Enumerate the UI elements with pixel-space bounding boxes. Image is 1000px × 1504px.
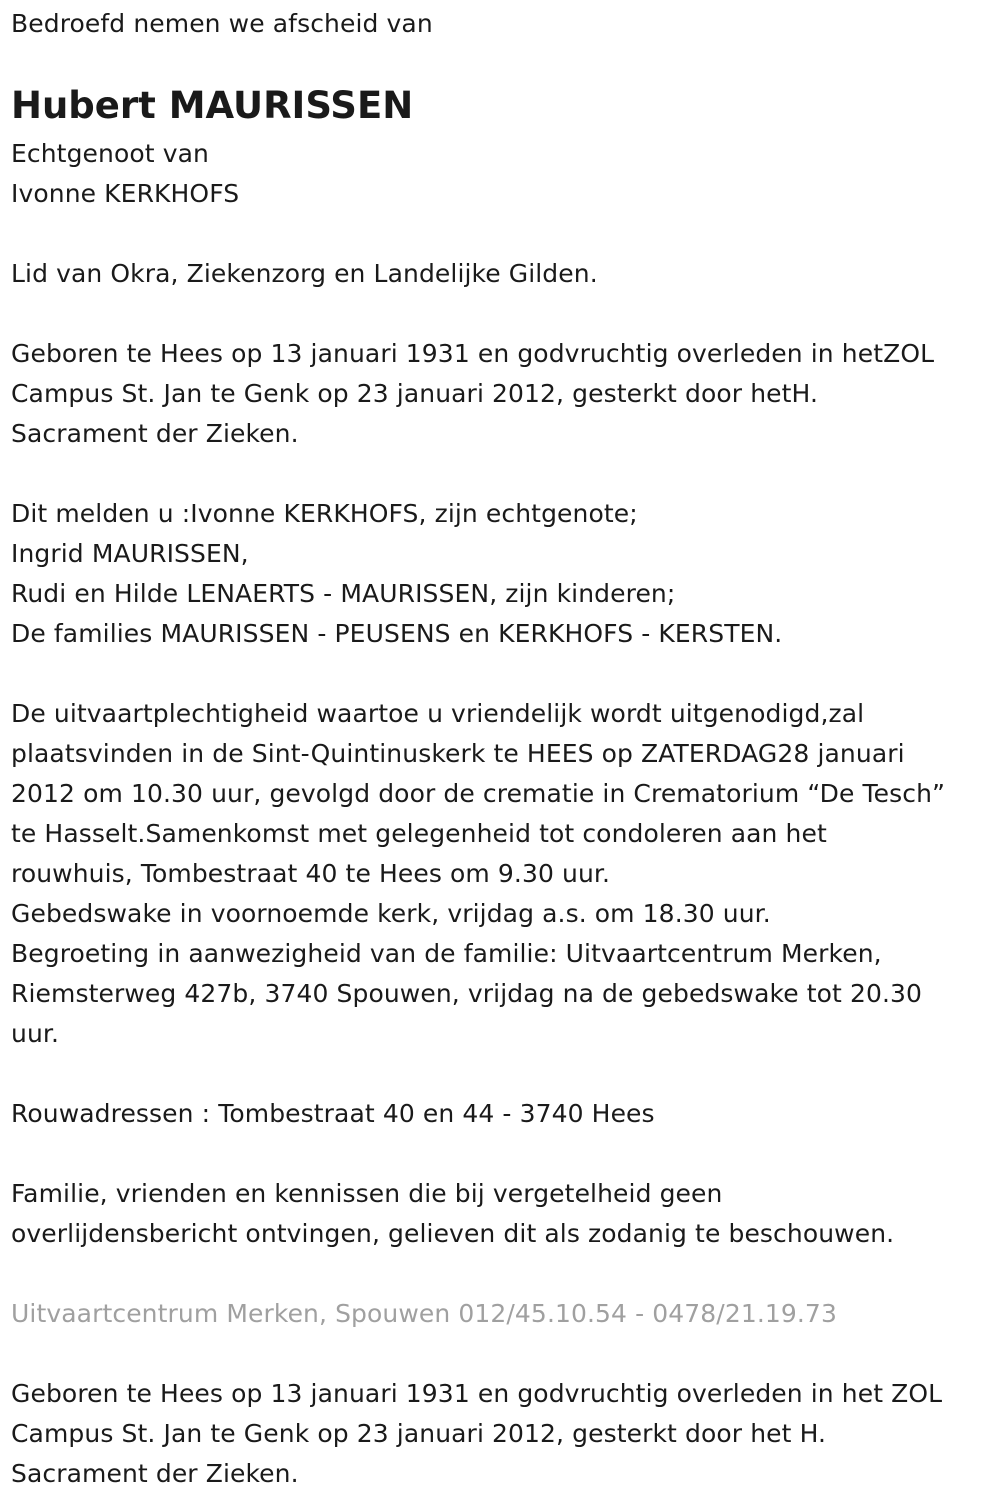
mourning-address: Rouwadressen : Tombestraat 40 en 44 - 3740 Hees: [11, 1099, 655, 1128]
spacer: [11, 454, 996, 494]
paragraph-line: Riemsterweg 427b, 3740 Spouwen, vrijdag na de gebedswake tot 20.30: [11, 979, 923, 1008]
spacer: [11, 1134, 996, 1174]
paragraph-line: overlijdensbericht ontvingen, gelieven dit als zodanig te beschouwen.: [11, 1219, 895, 1248]
spacer: [11, 654, 996, 694]
paragraph-line: Sacrament der Zieken.: [11, 1459, 299, 1488]
spacer: [11, 294, 996, 334]
spacer: [11, 1254, 996, 1294]
undertaker-contact: Uitvaartcentrum Merken, Spouwen 012/45.10.54 - 0478/21.19.73: [11, 1299, 837, 1328]
spacer: [11, 1054, 996, 1094]
paragraph-line: plaatsvinden in de Sint-Quintinuskerk te HEES op ZATERDAG28 januari: [11, 739, 905, 768]
notice-paragraph: [11, 1174, 996, 1254]
deceased-name: Hubert MAURISSEN: [11, 84, 414, 127]
paragraph-line: Ingrid MAURISSEN,: [11, 539, 249, 568]
spouse-name: Ivonne KERKHOFS: [11, 179, 240, 208]
spacer: [11, 1334, 996, 1374]
paragraph-line: Rudi en Hilde LENAERTS - MAURISSEN, zijn kinderen;: [11, 579, 676, 608]
intro-text: Bedroefd nemen we afscheid van: [11, 9, 433, 38]
spouse-label: Echtgenoot van: [11, 139, 209, 168]
paragraph-line: Begroeting in aanwezigheid van de familie: Uitvaartcentrum Merken,: [11, 939, 882, 968]
announcers-paragraph: [11, 494, 996, 654]
paragraph-line: Sacrament der Zieken.: [11, 419, 299, 448]
obituary-notice: [11, 4, 996, 1494]
birth-death-repeat-paragraph: [11, 1374, 996, 1494]
paragraph-line: De families MAURISSEN - PEUSENS en KERKHOFS - KERSTEN.: [11, 619, 783, 648]
paragraph-line: Campus St. Jan te Genk op 23 januari 2012, gesterkt door hetH.: [11, 379, 819, 408]
paragraph-line: 2012 om 10.30 uur, gevolgd door de crematie in Crematorium “De Tesch”: [11, 779, 946, 808]
funeral-paragraph: [11, 694, 996, 1054]
birth-death-paragraph: [11, 334, 996, 454]
paragraph-line: te Hasselt.Samenkomst met gelegenheid tot condoleren aan het: [11, 819, 827, 848]
paragraph-line: rouwhuis, Tombestraat 40 te Hees om 9.30 uur.: [11, 859, 611, 888]
paragraph-line: Geboren te Hees op 13 januari 1931 en godvruchtig overleden in hetZOL: [11, 339, 935, 368]
paragraph-line: De uitvaartplechtigheid waartoe u vriendelijk wordt uitgenodigd,zal: [11, 699, 865, 728]
paragraph-line: Dit melden u :Ivonne KERKHOFS, zijn echtgenote;: [11, 499, 638, 528]
paragraph-line: Familie, vrienden en kennissen die bij vergetelheid geen: [11, 1179, 723, 1208]
spacer: [11, 214, 996, 254]
paragraph-line: uur.: [11, 1019, 60, 1048]
paragraph-line: Campus St. Jan te Genk op 23 januari 2012, gesterkt door het H.: [11, 1419, 827, 1448]
paragraph-line: Gebedswake in voornoemde kerk, vrijdag a.s. om 18.30 uur.: [11, 899, 771, 928]
paragraph-line: Geboren te Hees op 13 januari 1931 en godvruchtig overleden in het ZOL: [11, 1379, 943, 1408]
membership-text: Lid van Okra, Ziekenzorg en Landelijke Gilden.: [11, 259, 598, 288]
